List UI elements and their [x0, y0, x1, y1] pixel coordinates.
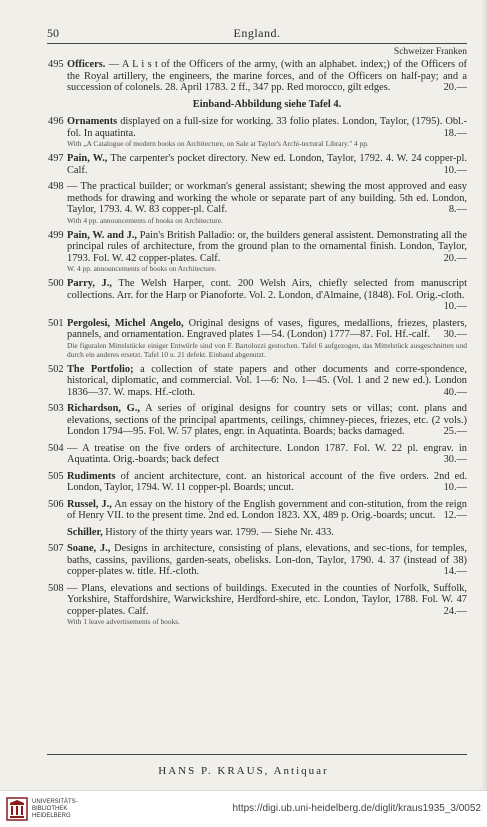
- entry-description: An essay on the history of the English government and con-stitution, from the reign of Henry VII. to the present time. 2nd ed. London 1823. XX, 489 p. Orig.-boards; uncut.: [67, 498, 467, 521]
- entry-text: [67, 278, 467, 312]
- entry-price: 12.—: [443, 510, 467, 521]
- entry-number: 499: [48, 229, 64, 241]
- catalog-entry: [48, 318, 467, 359]
- entry-price: 8.—: [448, 204, 467, 215]
- entry-text: [67, 318, 467, 341]
- entry-price: 20.—: [443, 82, 467, 93]
- entry-description: The Welsh Harper, cont. 200 Welsh Airs, chiefly selected from manuscript collections. Arr. for the Harp or Pianoforte. Vol. 2. London, d'Almaine, (1848). Fol. Orig.-cloth.: [67, 278, 467, 301]
- currency-label: Schweizer Franken: [393, 47, 467, 57]
- entry-body: [67, 443, 467, 466]
- entry-body: [67, 543, 467, 578]
- catalog-entry: [48, 471, 467, 494]
- page-header: [47, 26, 467, 42]
- entry-heading: Parry, J.,: [67, 278, 112, 289]
- entry-text: [67, 499, 467, 522]
- page-number: 50: [47, 26, 59, 40]
- entry-heading: The Portfolio;: [67, 363, 134, 375]
- entry-description: — A treatise on the five orders of architecture. London 1787. Fol. W. 22 pl. engrav. in Aquatinta. Orig.-boards; back defect: [67, 442, 467, 465]
- entry-text: [67, 527, 467, 539]
- entry-price: 14.—: [443, 566, 467, 577]
- entry-body: [67, 318, 467, 359]
- entry-heading: Schiller,: [67, 526, 103, 538]
- entry-body: [67, 153, 467, 176]
- entry-number: 505: [48, 470, 64, 482]
- entry-body: [67, 583, 467, 627]
- catalog-entry: [48, 364, 467, 399]
- entry-body: [67, 181, 467, 225]
- entry-note: Die figuralen Mittelstücke einiger Entwürfe sind von F. Bartolozzi gestochen. Tafel 6 aufgezogen, das Mittelstück ausgeschnitten und durch ein anderes ersetzt. Tafel 10 u. 21 defekt. Einband abgenutzt.: [67, 340, 467, 359]
- entry-description: The carpenter's pocket directory. New ed. London, Taylor, 1792. 4. W. 24 copper-pl. Calf.: [67, 153, 467, 176]
- document-url-link[interactable]: https://digi.ub.uni-heidelberg.de/diglit/kraus1935_3/0052: [232, 803, 481, 814]
- entry-text: [67, 364, 467, 399]
- entry-heading: Richardson, G.,: [67, 403, 140, 414]
- entry-number: 502: [48, 363, 64, 375]
- entry-note: With „A Catalogue of modern books on Architecture, on Sale at Taylor's Archi-tectural Library." 4 pp.: [67, 139, 369, 148]
- catalog-entry: [48, 116, 467, 148]
- entry-description: — Plans, elevations and sections of buildings. Executed in the counties of Norfolk, Suffolk, Yorkshire, Staffordshire, Warwickshire, Herdford-shire, etc. London, Taylor, 1788. Fol. W. 47 copper-plates. Calf.: [67, 582, 467, 617]
- entry-text: [67, 116, 467, 139]
- entry-number: 498: [48, 181, 64, 192]
- entry-text: [67, 181, 467, 216]
- catalog-entries: [48, 59, 467, 631]
- entry-description: — The practical builder; or workman's general assistant; shewing the most approved and easy methods for drawing and working the whole or separate part of any building. 5th ed. London, Taylor, 1793. 4. W. 83 copper-pl. Calf.: [67, 181, 467, 215]
- entry-heading: Pain, W. and J.,: [67, 229, 138, 241]
- entry-description: — A L i s t of the Officers of the army, (with an alphabet. index;) of the Officers of the Royal artillery, the engineers, the marine forces, and of the Officers on half-pay; and a succession of colonels. 28. April 1783. 2 ff., 347 pp. Red morocco, gilt edges.: [67, 59, 467, 93]
- entry-description: History of the thirty years war. 1799. — Siehe Nr. 433.: [102, 526, 334, 538]
- entry-number: 495: [48, 59, 64, 70]
- entry-body: [67, 364, 467, 399]
- entry-heading: Pergolesi, Michel Angelo,: [67, 317, 184, 329]
- entry-description: of ancient architecture, cont. an historical account of the five orders. 2nd ed. London, Taylor, 1794. W. 11 copper-pl. Boards; uncut.: [67, 470, 467, 493]
- entry-note: W. 4 pp. announcements of books on Architecture.: [67, 264, 217, 273]
- entry-text: [67, 443, 467, 466]
- entry-price: 40.—: [443, 386, 467, 398]
- entry-heading: Officers.: [67, 59, 106, 70]
- entry-note: With 4 pp. announcements of books on Architecture.: [67, 215, 223, 225]
- catalog-entry: [48, 181, 467, 225]
- entry-description: displayed on a full-size for working. 33 folio plates. London, Taylor, (1795). Obl.-fol. In aquatinta.: [67, 116, 467, 139]
- entry-text: [67, 230, 467, 265]
- viewer-footer: [0, 790, 487, 827]
- entry-price: 25.—: [443, 426, 467, 437]
- entry-heading: Ornaments: [67, 116, 118, 127]
- cover-illustration-note: Einband-Abbildung siehe Tafel 4.: [192, 98, 342, 110]
- entry-price: 18.—: [443, 127, 467, 139]
- entry-heading: Pain, W.,: [67, 153, 108, 164]
- catalog-entry: [48, 59, 467, 94]
- entry-note: With 1 leave advertisements of books.: [67, 617, 180, 626]
- entry-text: [67, 543, 467, 578]
- catalog-entry: [48, 527, 467, 539]
- entry-number: 504: [48, 442, 64, 454]
- library-name: UNIVERSITÄTS- BIBLIOTHEK HEIDELBERG: [32, 799, 78, 819]
- entry-body: [67, 59, 467, 94]
- entry-description: Original designs of vases, figures, medallions, friezes, plasters, pannels, and ornamentation. Engraved plates 1—54. (London) 1777—87. Fol. Hf.-calf.: [67, 317, 467, 340]
- entry-price: 10.—: [443, 164, 467, 176]
- entry-heading: Soane, J.,: [67, 543, 111, 554]
- footer-rule: [47, 754, 467, 755]
- catalog-entry: [48, 278, 467, 313]
- page-edge-shadow: [481, 0, 487, 790]
- entry-body: [67, 403, 467, 438]
- entry-body: [67, 116, 467, 148]
- entry-description: A series of original designs for country sets or villas; cont. plans and elevations, sections of the principal apartments, ceilings, chimney-pieces, friezes, etc. (2 vols.) London 1794—95. Fol. W. 57 plates, engr. in Aquatinta. Boards; backs damaged.: [67, 403, 467, 437]
- entry-description: Pain's British Palladio: or, the builders general assistent. Demonstrating all the principal rules of architecture, from the ground plan to the ornamental finish. London, Taylor, 1793. Fol. W. 42 copper-plates. Calf.: [67, 229, 467, 264]
- entry-description: Designs in architecture, consisting of plans, elevations, and sec-tions, for temples, baths, cassins, pavilions, garden-seats, obelisks. Lon-don, Taylor, 1790. 4. 37 (instead of 38) copper-plates w. title. Hf.-cloth.: [67, 543, 467, 577]
- entry-description: a collection of state papers and other documents and corre-spondence, historical, diplomatic, and commercial. Vol. 1—6: No. 1—45. (Vol. 1 and 2 new ed.). London 1836—37. W. maps. Hf.-cloth.: [67, 363, 467, 398]
- header-rule: [47, 43, 467, 44]
- entry-number: 503: [48, 403, 64, 414]
- publisher-name: HANS P. KRAUS, Antiquar: [158, 765, 329, 777]
- entry-heading: Russel, J.,: [67, 498, 112, 510]
- entry-heading: Rudiments: [67, 470, 116, 482]
- entry-body: [67, 471, 467, 494]
- entry-price: 30.—: [443, 454, 467, 465]
- entry-number: 506: [48, 498, 64, 510]
- entry-body: [67, 278, 467, 313]
- entry-number: [48, 527, 67, 539]
- entry-price: 20.—: [443, 252, 467, 264]
- entry-body: [67, 527, 467, 539]
- catalog-entry: [48, 543, 467, 578]
- entry-price: 24.—: [443, 605, 467, 617]
- entry-price: 10.—: [443, 301, 467, 312]
- entry-text: [67, 403, 467, 438]
- catalog-entry: [48, 153, 467, 176]
- entry-number: 497: [48, 153, 64, 164]
- entry-text: [67, 583, 467, 618]
- entry-number: 500: [48, 278, 64, 289]
- entry-number: 496: [48, 116, 64, 127]
- running-title: England.: [233, 26, 281, 40]
- entry-text: [67, 59, 467, 94]
- entry-body: [67, 230, 467, 274]
- entry-number: 508: [48, 582, 64, 594]
- entry-body: [67, 499, 467, 522]
- entry-number: 507: [48, 543, 64, 554]
- entry-text: [67, 471, 467, 494]
- catalog-entry: [48, 230, 467, 274]
- entry-price: 10.—: [443, 482, 467, 493]
- catalog-entry: [48, 403, 467, 438]
- catalog-entry: [48, 499, 467, 522]
- entry-text: [67, 153, 467, 176]
- entry-number: 501: [48, 317, 64, 329]
- catalog-entry: [48, 583, 467, 627]
- entry-price: 30.—: [443, 329, 467, 340]
- catalog-entry: [48, 443, 467, 466]
- university-library-logo-icon: [6, 797, 28, 821]
